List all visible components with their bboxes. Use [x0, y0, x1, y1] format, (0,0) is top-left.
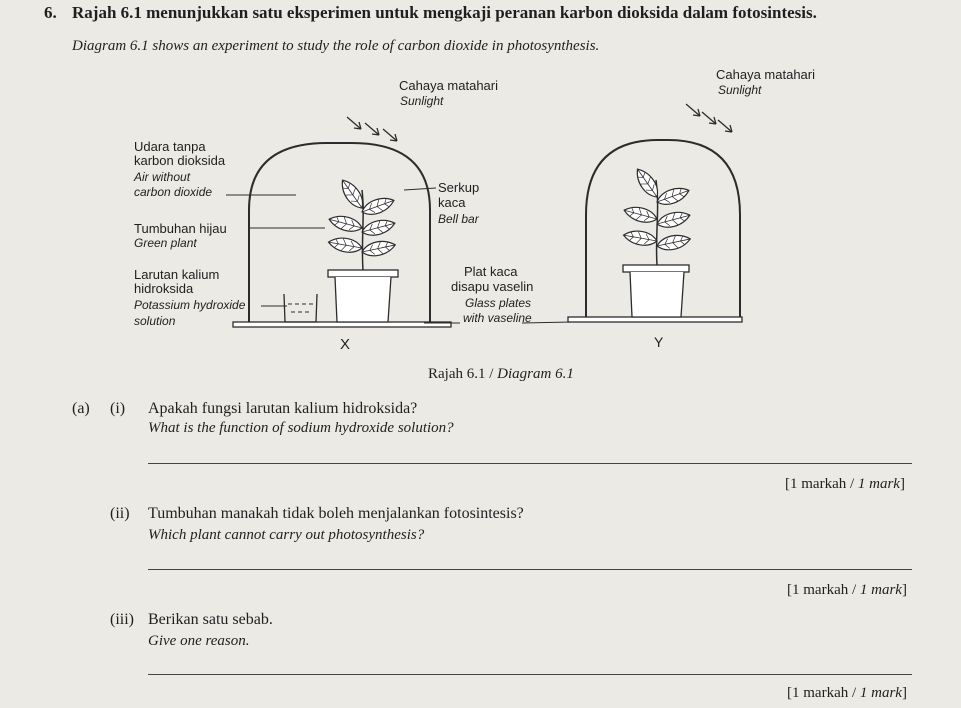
marks-a-iii: [787, 685, 907, 702]
label-x: X: [340, 336, 351, 353]
bell-label-ms-1: Serkup: [438, 180, 480, 195]
part-a-ii-question-ms: Tumbuhan manakah tidak boleh menjalankan fotosintesis?: [148, 505, 524, 522]
pot-x: [328, 270, 398, 322]
sunlight-arrows-y: [686, 104, 732, 132]
air-label-ms-2: karbon dioksida: [134, 153, 226, 168]
koh-beaker: [284, 294, 317, 322]
glass-plate-x: [233, 322, 451, 327]
koh-label-ms-1: Larutan kalium: [134, 267, 220, 282]
caption-ms: Rajah 6.1 /: [428, 366, 498, 382]
part-a-i-question-en: What is the function of sodium hydroxide solution?: [148, 420, 454, 436]
pot-y: [623, 265, 689, 317]
plant-label-en: Green plant: [134, 236, 197, 250]
part-a-label: (a): [72, 400, 90, 417]
part-a-i-question-ms: Apakah fungsi larutan kalium hidroksida?: [148, 400, 418, 417]
label-y: Y: [654, 334, 664, 350]
plant-x: [327, 176, 396, 270]
sunlight-label-x-ms: Cahaya matahari: [399, 78, 498, 93]
sunlight-arrows-x: [347, 117, 397, 141]
diagram-caption: [428, 366, 574, 383]
bell-label-en: Bell bar: [438, 212, 479, 226]
plate-label-ms-1: Plat kaca: [464, 264, 518, 279]
caption-en: Diagram 6.1: [497, 366, 574, 382]
marks-a-iii-end: ]: [901, 685, 907, 701]
part-a-iii-label: (iii): [110, 611, 134, 628]
answer-line-a-ii[interactable]: [148, 569, 912, 570]
part-a-iii-question-ms: Berikan satu sebab.: [148, 611, 273, 628]
plant-y: [622, 165, 691, 265]
marks-a-ii-en: 1 mark: [859, 582, 902, 598]
question-subtitle: Diagram 6.1 shows an experiment to study the role of carbon dioxide in photosynthesis.: [72, 38, 600, 54]
koh-label-ms-2: hidroksida: [134, 281, 194, 296]
bell-label-ms-2: kaca: [438, 195, 466, 210]
part-a-ii-label: (ii): [110, 505, 130, 522]
air-label-en-1: Air without: [134, 170, 191, 184]
question-title: Rajah 6.1 menunjukkan satu eksperimen untuk mengkaji peranan karbon dioksida dalam fotosintesis.: [72, 3, 817, 22]
answer-line-a-i[interactable]: [148, 463, 912, 464]
question-number: 6.: [44, 3, 57, 22]
marks-a-ii-end: ]: [901, 582, 907, 598]
plate-label-ms-2: disapu vaselin: [451, 279, 534, 294]
glass-plate-y: [568, 317, 742, 322]
answer-line-a-iii[interactable]: [148, 674, 912, 675]
part-a-ii-question-en: Which plant cannot carry out photosynthesis?: [148, 527, 425, 543]
marks-a-i: [785, 476, 905, 493]
part-a-iii-question-en: Give one reason.: [148, 633, 250, 649]
sunlight-label-y-en: Sunlight: [718, 83, 762, 97]
koh-label-en-1: Potassium hydroxide: [134, 298, 246, 312]
marks-a-ii: [787, 582, 907, 599]
plate-label-en-1: Glass plates: [465, 296, 532, 310]
air-label-ms-1: Udara tanpa: [134, 139, 206, 154]
sunlight-label-y-ms: Cahaya matahari: [716, 67, 815, 82]
marks-a-iii-en: 1 mark: [859, 685, 902, 701]
marks-a-i-ms: [1 markah /: [785, 476, 858, 492]
sunlight-label-x-en: Sunlight: [400, 94, 444, 108]
koh-label-en-2: solution: [134, 314, 176, 328]
marks-a-iii-ms: [1 markah /: [787, 685, 860, 701]
air-label-en-2: carbon dioxide: [134, 185, 213, 199]
marks-a-ii-ms: [1 markah /: [787, 582, 860, 598]
plant-label-ms: Tumbuhan hijau: [134, 221, 227, 236]
plate-label-en-2: with vaseline: [463, 311, 532, 325]
marks-a-i-en: 1 mark: [857, 476, 900, 492]
part-a-i-label: (i): [110, 400, 126, 417]
marks-a-i-end: ]: [899, 476, 905, 492]
